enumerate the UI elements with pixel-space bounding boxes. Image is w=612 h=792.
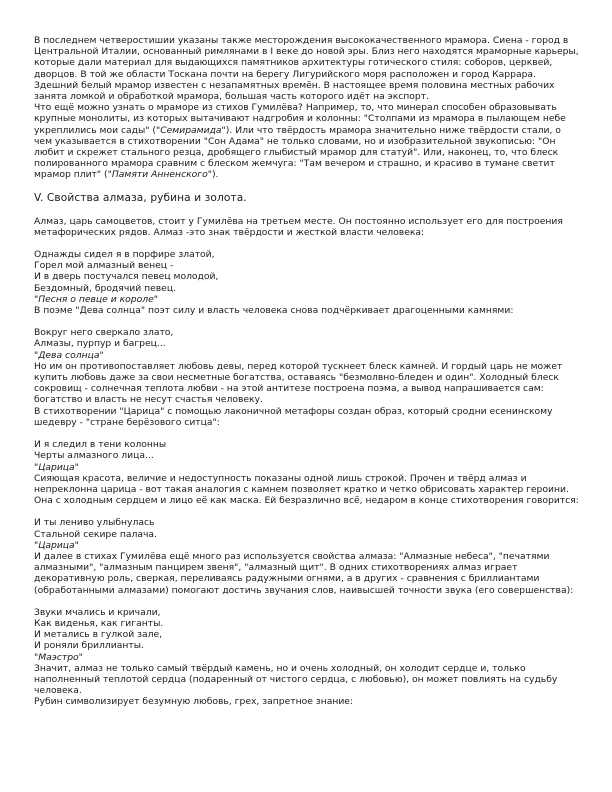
paragraph: Алмаз, царь самоцветов, стоит у Гумилёва на третьем месте. Он постоянно использует его для построения метафорических рядов. Алмаз -это знак твёрдости и жесткой власти человека:: [34, 215, 563, 238]
spacer: [34, 181, 580, 192]
poem-excerpt: [34, 607, 580, 652]
verse-line: И ты лениво улыбнулась: [34, 517, 155, 529]
paragraph: [34, 102, 580, 180]
poem-citation: "Дева солнца": [34, 349, 104, 361]
poem-citation: "Царица": [34, 539, 79, 551]
paragraph: В последнем четверостишии указаны также месторождения высококачественного мрамора. Сиена - город в Центральной Италии, основанный римлянами в I веке до новой эры. Близ него находятся мраморные карьеры, которые дали материал для выдающихся памятников архитектуры готического стиля: соборов, церквей, дворцов. В той же области Тоскана почти на берегу Лигурийского моря расположен и город Каррара. Здешний белый мрамор известен с незапамятных времён. В настоящее время половина местных рабочих занята ломкой и обработкой мрамора, большая часть которого идёт на экспорт.: [34, 35, 579, 103]
paragraph: Но им он противопоставляет любовь девы, перед которой тускнеет блеск камней. И гордый царь не может купить любовь даже за свои несметные богатства, оставаясь "безмолвно-бледен и один". Холодный блеск сокровищ - солнечная теплота любви - на этой антитезе построена поэма, а вывод напрашивается сам: богатство и власть не несут счастья человеку.: [34, 360, 563, 406]
paragraph: Рубин символизирует безумную любовь, грех, запретное знание:: [34, 696, 354, 708]
section-heading: V. Свойства алмаза, рубина и золота.: [34, 191, 247, 204]
text-run: ). Или что твёрдость мрамора значительно ниже твёрдости стали, о чем указывается в стихотворении "Сон Адама" не только словами, но и изобразительной звукописью: "Он любит и скрежет стального резца, дробящего глыбистый мрамор для статуй". Или, наконец, то, что блеск полированного мрамора сравним с блеском жемчуга: "Там вечером и страшно, и красиво в тумане светит мрамор плит" (: [34, 124, 561, 181]
verse-line: И метались в гулкой зале,: [34, 629, 163, 641]
paragraph: В стихотворении "Царица" с помощью лаконичной метафоры создан образ, который сродни есенинскому шедевру - "стране берёзового ситца":: [34, 405, 553, 428]
paragraph: Сияющая красота, величие и недоступность показаны одной лишь строкой. Прочен и твёрд алмаз и непреклонна царица - вот такая аналогия с камнем позволяет кратко и четко обрисовать характер героини. Она с холодным сердцем и лицо её как маска. Ей безразлично всё, недаром в конце стихотворения говорится:: [34, 472, 579, 507]
verse-line: Стальной секире палача.: [34, 528, 157, 540]
verse-line: Алмазы, пурпур и багрец...: [34, 338, 166, 350]
poem-excerpt: [34, 249, 580, 294]
verse-line: И в дверь постучался певец молодой,: [34, 271, 219, 283]
text-run: Что ещё можно узнать о мраморе из стихов Гумилёва? Например, то, что минерал способен образовывать крупные монолиты, из которых вытачивают надгробия и колонны: "Столпами из мрамора в пылающем небе укреплились мои сады" (: [34, 102, 566, 136]
verse-line: Звуки мчались и кричали,: [34, 606, 161, 618]
document-body: [34, 35, 580, 708]
verse-line: Вокруг него сверкало злато,: [34, 327, 174, 339]
spacer: [34, 238, 580, 249]
verse-line: И я следил в тени колонны: [34, 439, 167, 451]
poem-citation: "Царица": [34, 461, 79, 473]
poem-title-inline: "Памяти Анненского": [107, 169, 212, 181]
poem-citation: "Маэстро": [34, 651, 83, 663]
verse-line: Как виденья, как гиганты.: [34, 617, 164, 629]
poem-excerpt: [34, 327, 580, 349]
verse-line: Однажды сидел я в порфире златой,: [34, 249, 215, 261]
poem-excerpt: [34, 439, 580, 461]
paragraph: Значит, алмаз не только самый твёрдый камень, но и очень холодный, он холодит сердце и, только наполненный теплотой сердца (подаренный от чистого сердца, с любовью), он может повлиять на судьбу человека.: [34, 662, 558, 697]
verse-line: Горел мой алмазный венец -: [34, 260, 174, 272]
poem-excerpt: [34, 517, 580, 539]
verse-line: И роняли бриллианты.: [34, 640, 144, 652]
poem-title-inline: "Семирамида": [156, 124, 226, 136]
spacer: [34, 428, 580, 439]
spacer: [34, 205, 580, 216]
spacer: [34, 506, 580, 517]
paragraph: В поэме "Дева солнца" поэт силу и власть человека снова подчёркивает драгоценными камнями:: [34, 305, 514, 317]
paragraph: И далее в стихах Гумилёва ещё много раз используется свойства алмаза: "Алмазные небеса", "печатями алмазными", "алмазным панцирем звеня", "алмазный щит". В одних стихотворениях алмаз играет декоративную роль, сверкая, переливаясь радужными огнями, а в других - сравнения с бриллиантами (обработанными алмазами) помогают достичь звучания слов, наивысшей точности звука (его совершенства):: [34, 550, 574, 596]
poem-citation: "Песня о певце и короле": [34, 293, 158, 305]
spacer: [34, 596, 580, 607]
text-run: ).: [211, 169, 219, 181]
verse-line: Бездомный, бродячий певец.: [34, 282, 177, 294]
spacer: [34, 316, 580, 327]
verse-line: Черты алмазного лица...: [34, 450, 154, 462]
